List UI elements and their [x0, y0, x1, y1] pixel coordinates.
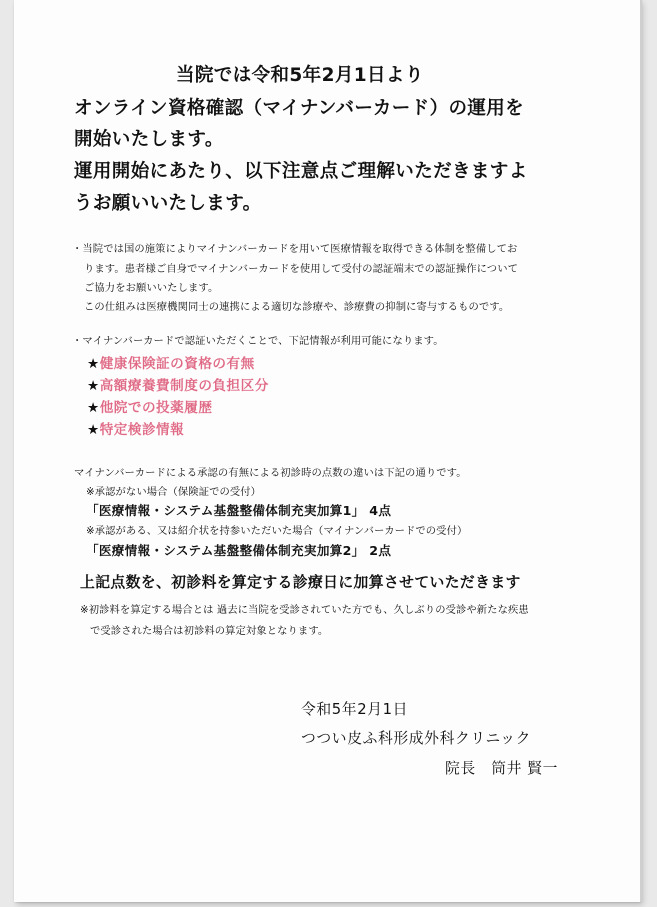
para1-line-4: この仕組みは医療機関同士の連携による適切な診療や、診療費の抑制に寄与するものです。	[84, 301, 510, 313]
info-item-insurance: ★健康保険証の資格の有無	[87, 356, 255, 372]
para1-line-1: ・当院では国の施策によりマイナンバーカードを用いて医療情報を取得できる体制を整備してお	[72, 243, 518, 255]
case2-note: ※承認がある、又は紹介状を持参いただいた場合（マイナンバーカードでの受付）	[86, 525, 468, 537]
para1-line-3: ご協力をお願いいたします。	[84, 282, 219, 294]
summary-line: 上記点数を、初診料を算定する診療日に加算させていただきます	[80, 574, 521, 591]
signature-director: 院長 筒井 賢一	[445, 760, 559, 777]
signature-clinic: つつい皮ふ科形成外科クリニック	[301, 730, 532, 747]
star-icon: ★	[87, 356, 100, 372]
info-item-high-cost: ★高額療養費制度の負担区分	[87, 378, 269, 394]
case1-note: ※承認がない場合（保険証での受付）	[86, 486, 262, 498]
heading-line-2: オンライン資格確認（マイナンバーカード）の運用を	[74, 98, 525, 119]
heading-line-3: 開始いたします。	[74, 129, 224, 150]
star-icon: ★	[87, 400, 100, 416]
heading-line-5: うお願いいたします。	[74, 193, 262, 214]
star-icon: ★	[87, 378, 100, 394]
heading-line-1: 当院では令和5年2月1日より	[176, 65, 424, 86]
case1-fee: 「医療情報・システム基盤整備体制充実加算1」 4点	[86, 503, 392, 518]
para1-line-2: ります。患者様ご自身でマイナンバーカードを使用して受付の認証端末での認証操作について	[84, 263, 518, 275]
heading-line-4: 運用開始にあたり、以下注意点ご理解いただきますよ	[74, 161, 528, 182]
case2-fee: 「医療情報・システム基盤整備体制充実加算2」 2点	[86, 543, 392, 558]
page-edge	[640, 0, 642, 902]
signature-date: 令和5年2月1日	[301, 701, 409, 718]
info-item-medication: ★他院での投薬履歴	[87, 400, 213, 416]
info-item-checkup: ★特定検診情報	[87, 422, 185, 438]
footnote-line-1: ※初診料を算定する場合とは 過去に当院を受診されていた方でも、久しぶりの受診や新たな疾患	[80, 604, 529, 616]
star-icon: ★	[87, 422, 100, 438]
fee-intro: マイナンバーカードによる承認の有無による初診時の点数の違いは下記の通りです。	[74, 467, 467, 479]
footnote-line-2: で受診された場合は初診料の算定対象となります。	[90, 625, 329, 637]
para2-intro: ・マイナンバーカードで認証いただくことで、下記情報が利用可能になります。	[72, 335, 444, 347]
